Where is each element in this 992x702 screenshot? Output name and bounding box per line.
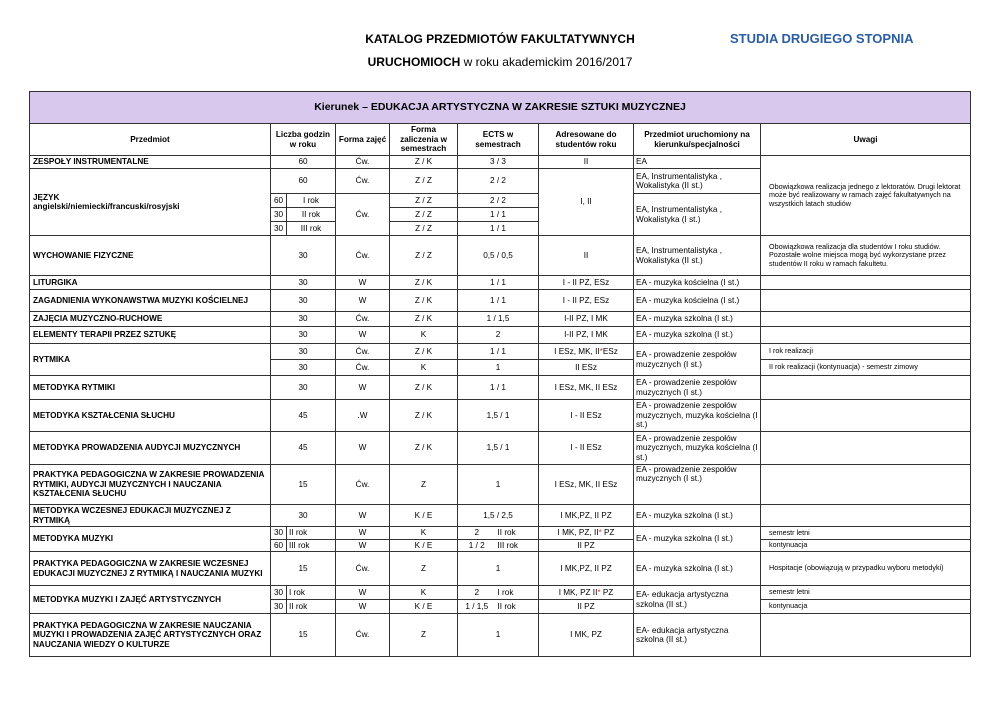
kierunek-header: Kierunek – EDUKACJA ARTYSTYCZNA W ZAKRESIE SZTUKI MUZYCZNEJ	[30, 92, 971, 124]
class-form: Ćw.	[336, 360, 390, 376]
table-row	[30, 552, 971, 586]
course-name: PRAKTYKA PEDAGOGICZNA W ZAKRESIE NAUCZANIA MUZYKI I PROWADZENIA ZAJĘĆ ARTYSTYCZNYCH ORAZ NAUCZANIA WIEDZY O KULTURZE	[30, 614, 271, 657]
course-name: ZAJĘCIA MUZYCZNO-RUCHOWE	[30, 312, 271, 327]
program: EA - prowadzenie zespołów muzycznych (I st.)	[634, 344, 761, 376]
remarks	[761, 400, 971, 432]
ects: 1,5 / 2,5	[458, 505, 539, 527]
ects: 1	[458, 614, 539, 657]
program: EA - muzyka szkolna (I st.)	[634, 505, 761, 527]
course-name: METODYKA WCZESNEJ EDUKACJI MUZYCZNEJ Z RYTMIKĄ	[30, 505, 271, 527]
year: III rok	[287, 222, 336, 236]
hours: 30	[271, 344, 336, 360]
assessment: K	[390, 360, 458, 376]
hours: 30	[271, 505, 336, 527]
hours: 30	[271, 236, 336, 276]
class-form: Ćw.	[336, 344, 390, 360]
hours: 15	[271, 552, 336, 586]
remarks: kontynuacja	[761, 600, 971, 614]
remarks: I rok realizacji	[761, 344, 971, 360]
ects: 1 / 1	[458, 344, 539, 360]
class-form: W	[336, 505, 390, 527]
year: I rok	[287, 194, 336, 208]
year: I rok	[287, 586, 336, 600]
addressed-to: I - II PZ, ESz	[539, 290, 634, 312]
assessment: K / E	[390, 505, 458, 527]
hours: 15	[271, 465, 336, 505]
remarks: semestr letni	[761, 527, 971, 540]
col-przedmiot: Przedmiot	[30, 124, 271, 156]
addressed-text: I MK, PZ II	[558, 587, 598, 597]
class-form: Ćw.	[336, 465, 390, 505]
remarks: Obowiązkowa realizacja jednego z lektoratów. Drugi lektorat może być realizowany w ramach zajęć fakultatywnych na wszystkich latach studiów	[761, 156, 971, 236]
remarks	[761, 276, 971, 290]
hours: 60	[271, 169, 336, 194]
ects: 1 / 1,5	[458, 312, 539, 327]
program: EA	[634, 156, 761, 169]
program: EA - muzyka kościelna (I st.)	[634, 276, 761, 290]
program: EA- edukacja artystyczna szkolna (II st.)	[634, 586, 761, 614]
addressed-to: I ESz, MK, II ESz	[539, 465, 634, 505]
addressed-to: II ESz	[539, 360, 634, 376]
remarks	[761, 505, 971, 527]
course-name: PRAKTYKA PEDAGOGICZNA W ZAKRESIE WCZESNEJ EDUKACJI MUZYCZNEJ Z RYTMIKĄ I NAUCZANIA MUZYKI	[30, 552, 271, 586]
ects-year: II rok	[496, 527, 539, 540]
course-name: ZAGADNIENIA WYKONAWSTWA MUZYKI KOŚCIELNEJ	[30, 290, 271, 312]
program: EA - prowadzenie zespołów muzycznych (I st.)	[634, 465, 761, 505]
program: EA- edukacja artystyczna szkolna (II st.)	[634, 614, 761, 657]
course-name-main: JĘZYK	[33, 192, 60, 202]
table-row	[30, 376, 971, 400]
remarks	[761, 312, 971, 327]
program: EA - prowadzenie zespołów muzycznych, muzyka kościelna (I st.)	[634, 400, 761, 432]
col-forma: Forma zajęć	[336, 124, 390, 156]
hours: 60	[271, 194, 287, 208]
class-form: W	[336, 586, 390, 600]
assessment: Z / K	[390, 432, 458, 465]
col-kierunek: Przedmiot uruchomiony na kierunku/specjalności	[634, 124, 761, 156]
hours: 30	[271, 327, 336, 344]
class-form: Ćw.	[336, 156, 390, 169]
addressed-text: I MK, PZ, II	[557, 528, 599, 538]
assessment: Z / Z	[390, 236, 458, 276]
remarks	[761, 327, 971, 344]
course-name: ZESPOŁY INSTRUMENTALNE	[30, 156, 271, 169]
addressed-text-end: PZ	[601, 528, 615, 538]
hours: 30	[271, 586, 287, 600]
remarks	[761, 465, 971, 505]
addressed-to: I - II PZ, ESz	[539, 276, 634, 290]
catalog-subtitle	[320, 55, 680, 69]
remarks: II rok realizacji (kontynuacja) - semestr zimowy	[761, 360, 971, 376]
addressed-to: II	[539, 156, 634, 169]
assessment: Z	[390, 614, 458, 657]
class-form: W	[336, 276, 390, 290]
course-name: METODYKA MUZYKI I ZAJĘĆ ARTYSTYCZNYCH	[30, 586, 271, 614]
hours: 30	[271, 600, 287, 614]
program: EA, Instrumentalistyka , Wokalistyka (II st.)	[634, 169, 761, 194]
addressed-to	[539, 586, 634, 600]
asterisk-mark: *	[599, 346, 603, 356]
year: II rok	[287, 527, 336, 540]
hours: 30	[271, 290, 336, 312]
ects: 1,5 / 1	[458, 400, 539, 432]
ects: 0,5 / 0,5	[458, 236, 539, 276]
class-form: Ćw.	[336, 236, 390, 276]
assessment: Z / K	[390, 376, 458, 400]
table-row	[30, 344, 971, 360]
table-row	[30, 527, 971, 540]
hours: 30	[271, 276, 336, 290]
hours: 45	[271, 432, 336, 465]
class-form: W	[336, 327, 390, 344]
hours: 45	[271, 400, 336, 432]
hours: 30	[271, 312, 336, 327]
table-row	[30, 312, 971, 327]
ects: 2	[458, 527, 496, 540]
remarks	[761, 614, 971, 657]
class-form: W	[336, 376, 390, 400]
assessment: K	[390, 527, 458, 540]
assessment: Z	[390, 465, 458, 505]
class-form: Ćw.	[336, 614, 390, 657]
asterisk-mark: *	[598, 528, 602, 538]
program: EA, Instrumentalistyka , Wokalistyka (I st.)	[634, 194, 761, 236]
hours: 60	[271, 156, 336, 169]
assessment: Z	[390, 552, 458, 586]
assessment: Z / K	[390, 156, 458, 169]
program: EA - muzyka szkolna (I st.)	[634, 552, 761, 586]
table-row	[30, 614, 971, 657]
program: EA - muzyka szkolna (I st.)	[634, 527, 761, 552]
class-form: W	[336, 600, 390, 614]
remarks	[761, 376, 971, 400]
assessment: Z / K	[390, 344, 458, 360]
hours: 30	[271, 208, 287, 222]
addressed-text-end: PZ	[600, 587, 614, 597]
addressed-to: II PZ	[539, 600, 634, 614]
year: III rok	[287, 540, 336, 552]
table-row	[30, 505, 971, 527]
course-catalog-table	[29, 91, 971, 657]
catalog-title: KATALOG PRZEDMIOTÓW FAKULTATYWNYCH	[365, 32, 635, 46]
course-name: WYCHOWANIE FIZYCZNE	[30, 236, 271, 276]
hours: 30	[271, 376, 336, 400]
ects: 1	[458, 360, 539, 376]
ects: 1 / 1	[458, 208, 539, 222]
study-level-label: STUDIA DRUGIEGO STOPNIA	[730, 31, 914, 46]
ects: 1 / 1,5	[458, 600, 496, 614]
ects: 1,5 / 1	[458, 432, 539, 465]
col-ects: ECTS w semestrach	[458, 124, 539, 156]
remarks: semestr letni	[761, 586, 971, 600]
table-row	[30, 432, 971, 465]
col-zaliczenie: Forma zaliczenia w semestrach	[390, 124, 458, 156]
program: EA - muzyka szkolna (I st.)	[634, 312, 761, 327]
assessment: Z / Z	[390, 208, 458, 222]
col-godziny: Liczba godzin w roku	[271, 124, 336, 156]
addressed-to	[539, 527, 634, 540]
class-form: Ćw.	[336, 169, 390, 194]
hours: 30	[271, 527, 287, 540]
hours: 30	[271, 360, 336, 376]
course-name: ELEMENTY TERAPII PRZEZ SZTUKĘ	[30, 327, 271, 344]
class-form: W	[336, 527, 390, 540]
hours: 60	[271, 540, 287, 552]
table-row	[30, 290, 971, 312]
catalog-subtitle-bold: URUCHOMIOCH	[367, 55, 461, 69]
assessment: K	[390, 327, 458, 344]
ects: 1	[458, 552, 539, 586]
addressed-to: I MK, PZ	[539, 614, 634, 657]
ects: 2	[458, 586, 496, 600]
assessment: Z / Z	[390, 169, 458, 194]
ects: 1 / 2	[458, 540, 496, 552]
addressed-to: I-II PZ, I MK	[539, 312, 634, 327]
year: II rok	[287, 600, 336, 614]
table-row	[30, 156, 971, 169]
ects: 3 / 3	[458, 156, 539, 169]
assessment: Z / K	[390, 400, 458, 432]
asterisk-mark: *	[597, 587, 601, 597]
addressed-to: I, II	[539, 169, 634, 236]
addressed-to	[539, 344, 634, 360]
remarks: Hospitacje (obowiązują w przypadku wyboru metodyki)	[761, 552, 971, 586]
program: EA - prowadzenie zespołów muzycznych (I st.)	[634, 376, 761, 400]
col-adresowane: Adresowane do studentów roku	[539, 124, 634, 156]
addressed-to: I MK,PZ, II PZ	[539, 552, 634, 586]
assessment: K / E	[390, 540, 458, 552]
ects: 1	[458, 465, 539, 505]
hours: 15	[271, 614, 336, 657]
program: EA - muzyka kościelna (I st.)	[634, 290, 761, 312]
remarks: Obowiązkowa realizacja dla studentów I roku studiów. Pozostałe wolne miejsca mogą być wykorzystane przez studentów II roku w ramach fakultetu.	[761, 236, 971, 276]
class-form: Ćw.	[336, 194, 390, 236]
class-form: W	[336, 540, 390, 552]
course-name-languages: angielski/niemiecki/francuski/rosyjski	[33, 202, 180, 211]
assessment: Z / Z	[390, 222, 458, 236]
class-form: W	[336, 432, 390, 465]
table-row	[30, 586, 971, 600]
ects: 1 / 1	[458, 276, 539, 290]
addressed-to: I MK,PZ, II PZ	[539, 505, 634, 527]
program: EA - prowadzenie zespołów muzycznych, muzyka kościelna (I st.)	[634, 432, 761, 465]
course-name: RYTMIKA	[30, 344, 271, 376]
program: EA - muzyka szkolna (I st.)	[634, 327, 761, 344]
assessment: Z / K	[390, 312, 458, 327]
ects: 1 / 1	[458, 222, 539, 236]
assessment: Z / K	[390, 276, 458, 290]
ects: 1 / 1	[458, 376, 539, 400]
addressed-to: II	[539, 236, 634, 276]
class-form: .W	[336, 400, 390, 432]
table-row	[30, 465, 971, 505]
course-name: METODYKA PROWADZENIA AUDYCJI MUZYCZNYCH	[30, 432, 271, 465]
ects: 2	[458, 327, 539, 344]
ects-year: I rok	[496, 586, 539, 600]
addressed-to: I-II PZ, I MK	[539, 327, 634, 344]
addressed-to: I - II ESz	[539, 400, 634, 432]
course-name: METODYKA KSZTAŁCENIA SŁUCHU	[30, 400, 271, 432]
addressed-text: I ESz, MK, II	[554, 346, 600, 356]
year: II rok	[287, 208, 336, 222]
assessment: K / E	[390, 600, 458, 614]
class-form: W	[336, 290, 390, 312]
addressed-to: I ESz, MK, II ESz	[539, 376, 634, 400]
assessment: Z / K	[390, 290, 458, 312]
course-name	[30, 169, 271, 236]
assessment: Z / Z	[390, 194, 458, 208]
table-row	[30, 400, 971, 432]
table-row	[30, 276, 971, 290]
table-row	[30, 236, 971, 276]
addressed-to: I - II ESz	[539, 432, 634, 465]
class-form: Ćw.	[336, 312, 390, 327]
col-uwagi: Uwagi	[761, 124, 971, 156]
course-name: METODYKA RYTMIKI	[30, 376, 271, 400]
ects-year: II rok	[496, 600, 539, 614]
addressed-to: II PZ	[539, 540, 634, 552]
remarks	[761, 432, 971, 465]
class-form: Ćw.	[336, 552, 390, 586]
course-name: LITURGIKA	[30, 276, 271, 290]
ects-year: III rok	[496, 540, 539, 552]
remarks	[761, 290, 971, 312]
addressed-text-end: ESz	[602, 346, 618, 356]
assessment: K	[390, 586, 458, 600]
course-name: PRAKTYKA PEDAGOGICZNA W ZAKRESIE PROWADZENIA RYTMIKI, AUDYCJI MUZYCZNYCH I NAUCZANIA KSZTAŁCENIA SŁUCHU	[30, 465, 271, 505]
ects: 2 / 2	[458, 169, 539, 194]
catalog-subtitle-year: w roku akademickim 2016/2017	[460, 55, 633, 69]
course-name: METODYKA MUZYKI	[30, 527, 271, 552]
program: EA, Instrumentalistyka , Wokalistyka (II st.)	[634, 236, 761, 276]
remarks: kontynuacja	[761, 540, 971, 552]
hours: 30	[271, 222, 287, 236]
ects: 1 / 1	[458, 290, 539, 312]
ects: 2 / 2	[458, 194, 539, 208]
table-row	[30, 327, 971, 344]
